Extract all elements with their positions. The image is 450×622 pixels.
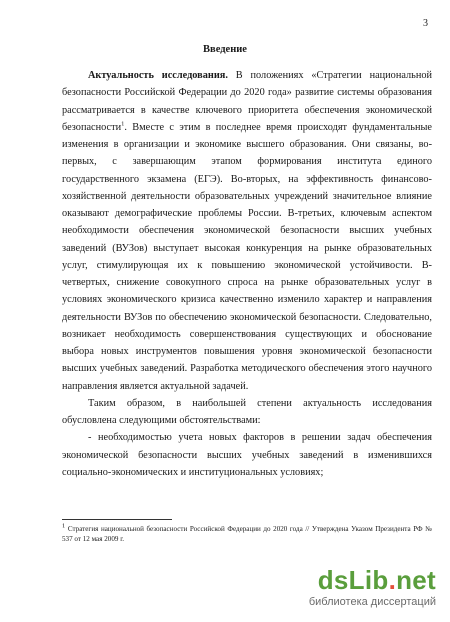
footnote-mark: 1 xyxy=(62,522,66,530)
section-heading: Введение xyxy=(203,44,247,55)
paragraph-circumstances: Таким образом, в наибольшей степени актуальность исследования обусловлена следующими обстоятельствами: xyxy=(62,397,432,426)
paragraph-relevance xyxy=(62,67,432,395)
body-text xyxy=(62,67,432,481)
list-item: - необходимостью учета новых факторов в решении задач обеспечения экономической безопасности высших учебных заведений в изменившихся социально-экономических и институциональных условиях; xyxy=(62,432,432,478)
footnote-ref[interactable]: 1 xyxy=(121,120,125,128)
footnote xyxy=(62,524,432,544)
paragraph-text: В положениях «Стратегии национальной безопасности Российской Федерации до 2020 года» развитие системы образования рассматривается в качестве ключевого приоритета обеспечения экономической безопасности xyxy=(62,70,432,133)
page-number: 3 xyxy=(423,18,428,29)
dslib-logo: dsLib.net xyxy=(317,565,436,595)
footnote-text: Стратегия национальной безопасности Российской Федерации до 2020 года // Утверждена Указом Президента РФ № 537 от 12 мая 2009 г. xyxy=(62,525,432,543)
relevance-lead: Актуальность исследования. xyxy=(88,70,228,81)
dslib-watermark[interactable] xyxy=(281,566,436,614)
dslib-tagline: библиотека диссертаций xyxy=(308,596,436,608)
paragraph-text: . Вместе с этим в последнее время происходят фундаментальные изменения в организации и экономике высшего образования. Они связаны, во-первых, с завершающим этапом формирования института единого государственного экзамена (ЕГЭ). Во-вторых, на эффективность финансово-хозяйственной деятельности образовательных учреждений значительное влияние оказывают демографические проблемы России. В-третьих, ключевым аспектом необходимости обеспечения экономической безопасности высших учебных заведений (ВУЗов) выступает высокая конкуренция на рынке образовательных услуг, стимулирующая их к повышению экономической устойчивости. В-четвертых, снижение совокупного спроса на рынке образовательных услуг в условиях экономического кризиса качественно изменило характер и направления деятельности ВУЗов по обеспечению экономической безопасности. Следовательно, возникает необходимость совершенствования существующих и обоснование выбора новых инструментов повышения уровня экономической безопасности высших учебных заведений. Разработка методического обеспечения этого научного направления является актуальной задачей. xyxy=(62,121,432,392)
footnote-divider xyxy=(62,519,172,520)
